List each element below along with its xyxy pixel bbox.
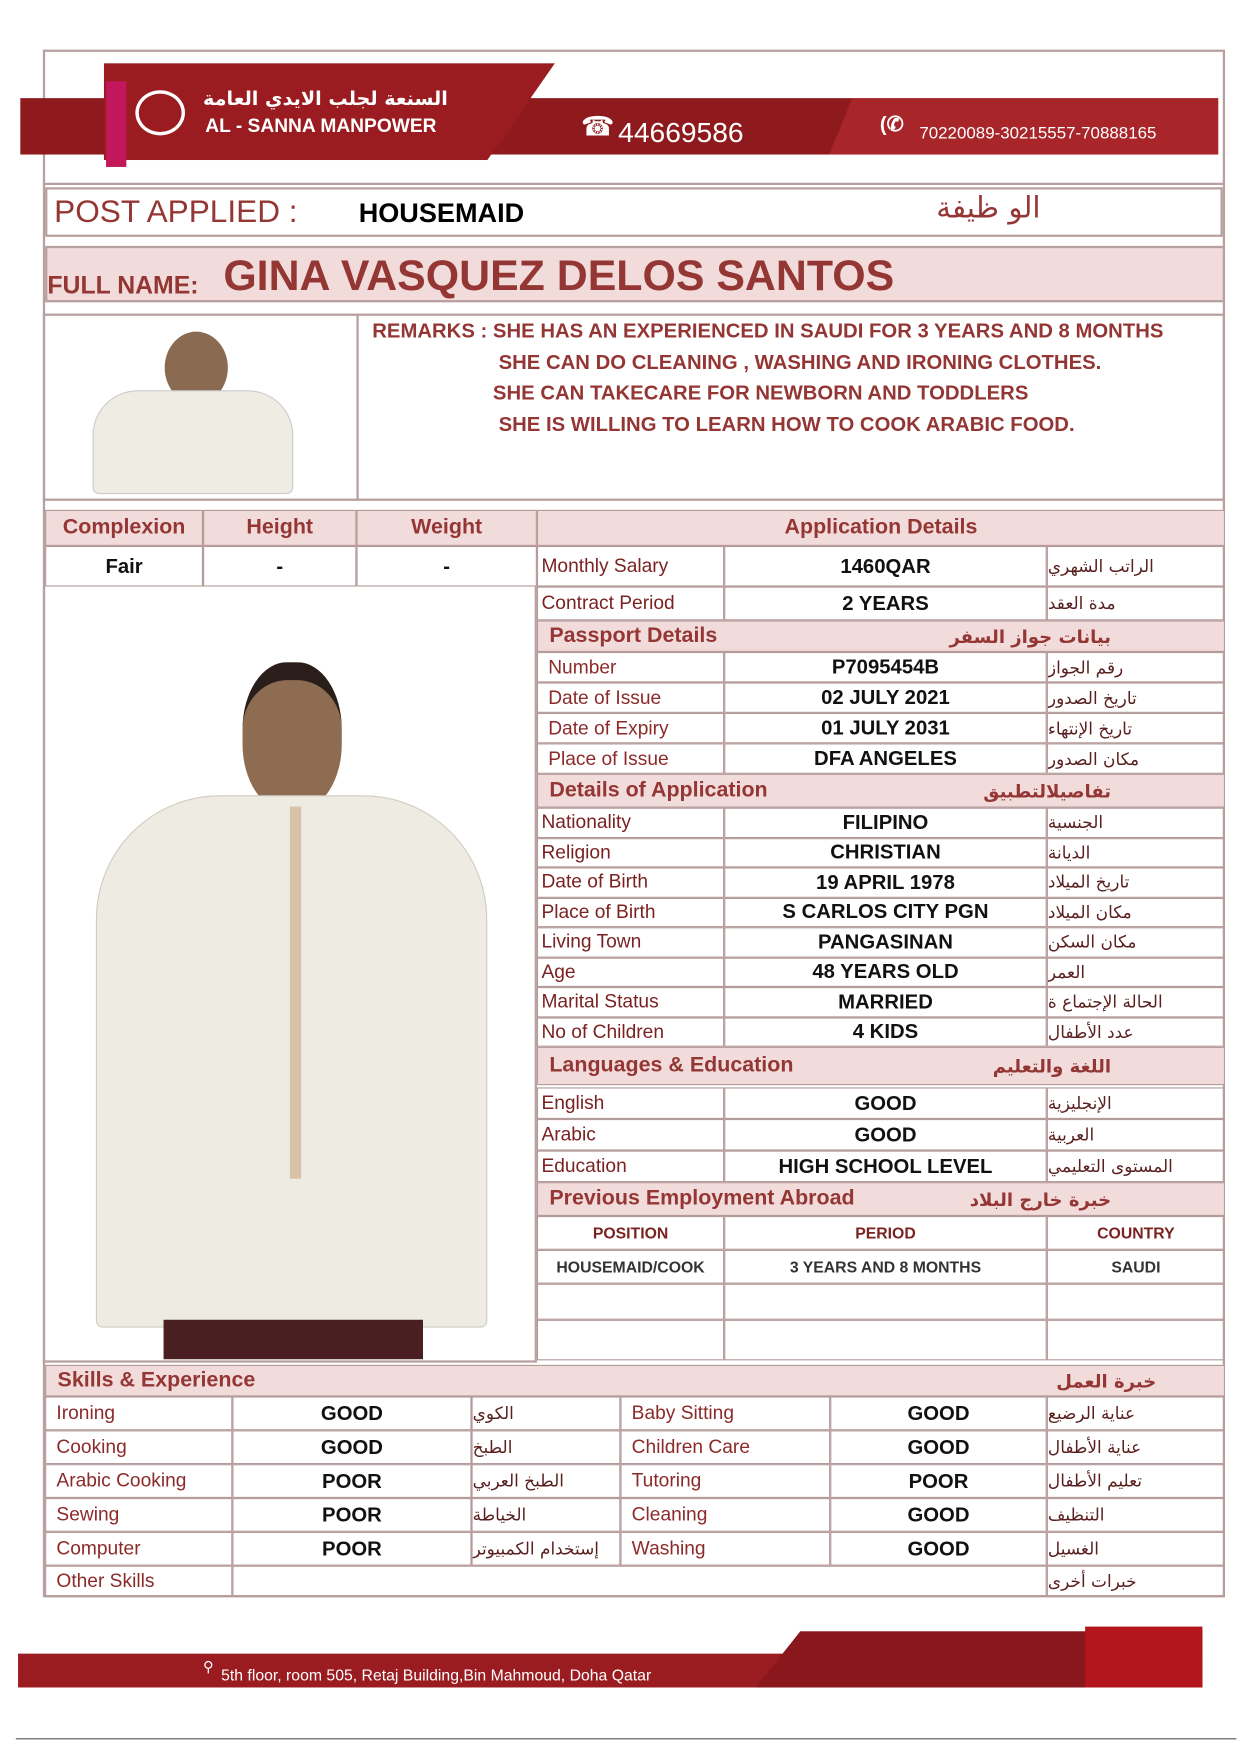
field-label: Age xyxy=(537,957,724,987)
field-value: FILIPINO xyxy=(724,808,1047,838)
field-value: 19 APRIL 1978 xyxy=(724,867,1047,897)
physical-header: Complexion xyxy=(45,510,203,546)
field-label: Living Town xyxy=(537,927,724,957)
footer-address: 5th floor, room 505, Retaj Building,Bin Mahmoud, Doha Qatar xyxy=(221,1666,652,1685)
skill-cell: Tutoring xyxy=(620,1464,830,1498)
section-title: Details of Application xyxy=(549,778,768,803)
field-value: CHRISTIAN xyxy=(724,838,1047,868)
field-label: Education xyxy=(537,1151,724,1183)
skill-cell: إستخدام الكمبيوتر xyxy=(472,1532,621,1566)
field-label-ar: العمر xyxy=(1047,957,1225,987)
physical-value: Fair xyxy=(45,546,203,587)
application-details-header: Application Details xyxy=(537,510,1225,546)
remarks-line: SHE CAN DO CLEANING , WASHING AND IRONING CLOTHES. xyxy=(498,350,1102,373)
field-label-ar: تاريخ الميلاد xyxy=(1047,867,1225,897)
skill-cell: GOOD xyxy=(830,1532,1047,1566)
field-label: Marital Status xyxy=(537,987,724,1017)
employment-cell: HOUSEMAID/COOK xyxy=(537,1250,724,1284)
employment-cell xyxy=(1047,1284,1225,1320)
field-value: 2 YEARS xyxy=(724,587,1047,621)
skill-cell: GOOD xyxy=(232,1396,471,1430)
skill-cell: POOR xyxy=(232,1464,471,1498)
section-title-ar: تفاصيلالتطبيق xyxy=(983,780,1112,802)
skill-cell: Baby Sitting xyxy=(620,1396,830,1430)
small-photo xyxy=(70,327,307,494)
field-label: Religion xyxy=(537,838,724,868)
field-label: Date of Expiry xyxy=(537,713,724,743)
mobile-numbers: 70220089-30215557-70888165 xyxy=(919,124,1157,144)
field-label: Arabic xyxy=(537,1119,724,1151)
skill-cell: Cleaning xyxy=(620,1498,830,1532)
company-name-ar: السنعة لجلب الايدي العامة xyxy=(203,87,448,111)
field-label: English xyxy=(537,1087,724,1119)
physical-value: - xyxy=(203,546,356,587)
full-name-value: GINA VASQUEZ DELOS SANTOS xyxy=(223,252,895,301)
physical-header: Height xyxy=(203,510,356,546)
skill-cell: Cooking xyxy=(45,1430,232,1464)
employment-cell xyxy=(724,1284,1047,1320)
full-name-label: FULL NAME: xyxy=(47,270,199,299)
field-label-ar: مدة العقد xyxy=(1047,587,1225,621)
field-label-ar: الديانة xyxy=(1047,838,1225,868)
section-title: Skills & Experience xyxy=(57,1368,256,1392)
skill-cell: Computer xyxy=(45,1532,232,1566)
remarks xyxy=(372,316,1207,440)
skill-cell: Ironing xyxy=(45,1396,232,1430)
skill-cell: Children Care xyxy=(620,1430,830,1464)
phone-icon: ☎ xyxy=(580,111,615,143)
field-label: Contract Period xyxy=(537,587,724,621)
section-title-ar: بيانات جواز السفر xyxy=(949,625,1112,647)
skill-cell: عناية الأطفال xyxy=(1047,1430,1225,1464)
field-label-ar: العربية xyxy=(1047,1119,1225,1151)
field-value: PANGASINAN xyxy=(724,927,1047,957)
passport-section-header xyxy=(537,620,1225,652)
company-name-en: AL - SANNA MANPOWER xyxy=(205,115,437,137)
field-value: 48 YEARS OLD xyxy=(724,957,1047,987)
field-label-ar: مكان الصدور xyxy=(1047,743,1225,773)
field-label-ar: تاريخ الصدور xyxy=(1047,682,1225,712)
field-label-ar: الإنجليزية xyxy=(1047,1087,1225,1119)
field-value: HIGH SCHOOL LEVEL xyxy=(724,1151,1047,1183)
field-label: Number xyxy=(537,652,724,682)
skill-cell: عناية الرضيع xyxy=(1047,1396,1225,1430)
section-title-ar: خبرة العمل xyxy=(1056,1369,1157,1392)
field-value: P7095454B xyxy=(724,652,1047,682)
physical-value: - xyxy=(356,546,536,587)
skill-cell: Washing xyxy=(620,1532,830,1566)
post-label-ar: الو ظيفة xyxy=(936,191,1041,226)
skill-cell: الطبخ العربي xyxy=(472,1464,621,1498)
field-label: Nationality xyxy=(537,808,724,838)
globe-logo-icon xyxy=(135,90,185,135)
skill-cell: الخياطة xyxy=(472,1498,621,1532)
post-value: HOUSEMAID xyxy=(358,198,525,229)
employment-cell: 3 YEARS AND 8 MONTHS xyxy=(724,1250,1047,1284)
banner-accent xyxy=(106,81,126,167)
footer-block xyxy=(1085,1627,1202,1688)
remarks-line: SHE CAN TAKECARE FOR NEWBORN AND TODDLERS xyxy=(492,381,1029,404)
skill-cell: التنظيف xyxy=(1047,1498,1225,1532)
field-value: 1460QAR xyxy=(724,546,1047,587)
mobile-icon: (✆ xyxy=(879,112,904,136)
skill-cell: Arabic Cooking xyxy=(45,1464,232,1498)
remarks-line: SHE IS WILLING TO LEARN HOW TO COOK ARABIC FOOD. xyxy=(498,412,1075,435)
skill-cell: الكوي xyxy=(472,1396,621,1430)
divider xyxy=(43,183,1225,185)
field-value: 01 JULY 2031 xyxy=(724,713,1047,743)
other-skills-label-ar: خبرات أخرى xyxy=(1047,1566,1225,1598)
field-label-ar: المستوى التعليمي xyxy=(1047,1151,1225,1183)
employment-cell xyxy=(724,1320,1047,1361)
field-label-ar: مكان الميلاد xyxy=(1047,897,1225,927)
field-value: 02 JULY 2021 xyxy=(724,682,1047,712)
phone-number: 44669586 xyxy=(618,117,744,149)
field-label: Monthly Salary xyxy=(537,546,724,587)
field-label: Date of Birth xyxy=(537,867,724,897)
other-skills-value xyxy=(232,1566,1046,1598)
employment-column-header: PERIOD xyxy=(724,1216,1047,1250)
field-label-ar: عدد الأطفال xyxy=(1047,1017,1225,1047)
skills-section-header xyxy=(45,1365,1225,1397)
skill-cell: الطبخ xyxy=(472,1430,621,1464)
divider xyxy=(356,314,358,501)
field-value: GOOD xyxy=(724,1119,1047,1151)
skill-cell: GOOD xyxy=(830,1498,1047,1532)
skill-cell: GOOD xyxy=(232,1430,471,1464)
employment-column-header: POSITION xyxy=(537,1216,724,1250)
section-title: Passport Details xyxy=(549,623,718,648)
field-label-ar: رقم الجواز xyxy=(1047,652,1225,682)
physical-header: Weight xyxy=(356,510,536,546)
field-label: Place of Issue xyxy=(537,743,724,773)
skill-cell: تعليم الأطفال xyxy=(1047,1464,1225,1498)
employment-cell xyxy=(537,1284,724,1320)
field-label-ar: الحالة الإجتماع ة xyxy=(1047,987,1225,1017)
field-value: 4 KIDS xyxy=(724,1017,1047,1047)
photo-frame xyxy=(43,587,537,1363)
section-title: Languages & Education xyxy=(549,1053,794,1078)
field-label: Date of Issue xyxy=(537,682,724,712)
field-label-ar: الجنسية xyxy=(1047,808,1225,838)
field-label-ar: تاريخ الإنتهاء xyxy=(1047,713,1225,743)
location-pin-icon: ⚲ xyxy=(203,1658,214,1676)
field-label: Place of Birth xyxy=(537,897,724,927)
bottom-rule xyxy=(16,1738,1236,1739)
field-label-ar: مكان السكن xyxy=(1047,927,1225,957)
employment-cell xyxy=(537,1320,724,1361)
skill-cell: POOR xyxy=(830,1464,1047,1498)
section-title: Previous Employment Abroad xyxy=(549,1186,855,1211)
field-value: MARRIED xyxy=(724,987,1047,1017)
employment-cell: SAUDI xyxy=(1047,1250,1225,1284)
post-label: POST APPLIED : xyxy=(54,194,298,229)
field-label-ar: الراتب الشهري xyxy=(1047,546,1225,587)
employment-section-header xyxy=(537,1182,1225,1216)
details-section-header xyxy=(537,774,1225,808)
section-title-ar: خبرة خارج البلاد xyxy=(969,1188,1112,1210)
employment-column-header: COUNTRY xyxy=(1047,1216,1225,1250)
field-label: No of Children xyxy=(537,1017,724,1047)
employment-cell xyxy=(1047,1320,1225,1361)
section-title-ar: اللغة والتعليم xyxy=(992,1055,1112,1077)
remarks-line: REMARKS : SHE HAS AN EXPERIENCED IN SAUDI FOR 3 YEARS AND 8 MONTHS xyxy=(372,319,1164,342)
skill-cell: POOR xyxy=(232,1498,471,1532)
skill-cell: الغسيل xyxy=(1047,1532,1225,1566)
field-value: GOOD xyxy=(724,1087,1047,1119)
skill-cell: POOR xyxy=(232,1532,471,1566)
skill-cell: GOOD xyxy=(830,1430,1047,1464)
skill-cell: Sewing xyxy=(45,1498,232,1532)
field-value: DFA ANGELES xyxy=(724,743,1047,773)
skill-cell: GOOD xyxy=(830,1396,1047,1430)
other-skills-label: Other Skills xyxy=(45,1566,232,1598)
field-value: S CARLOS CITY PGN xyxy=(724,897,1047,927)
languages-section-header xyxy=(537,1047,1225,1085)
